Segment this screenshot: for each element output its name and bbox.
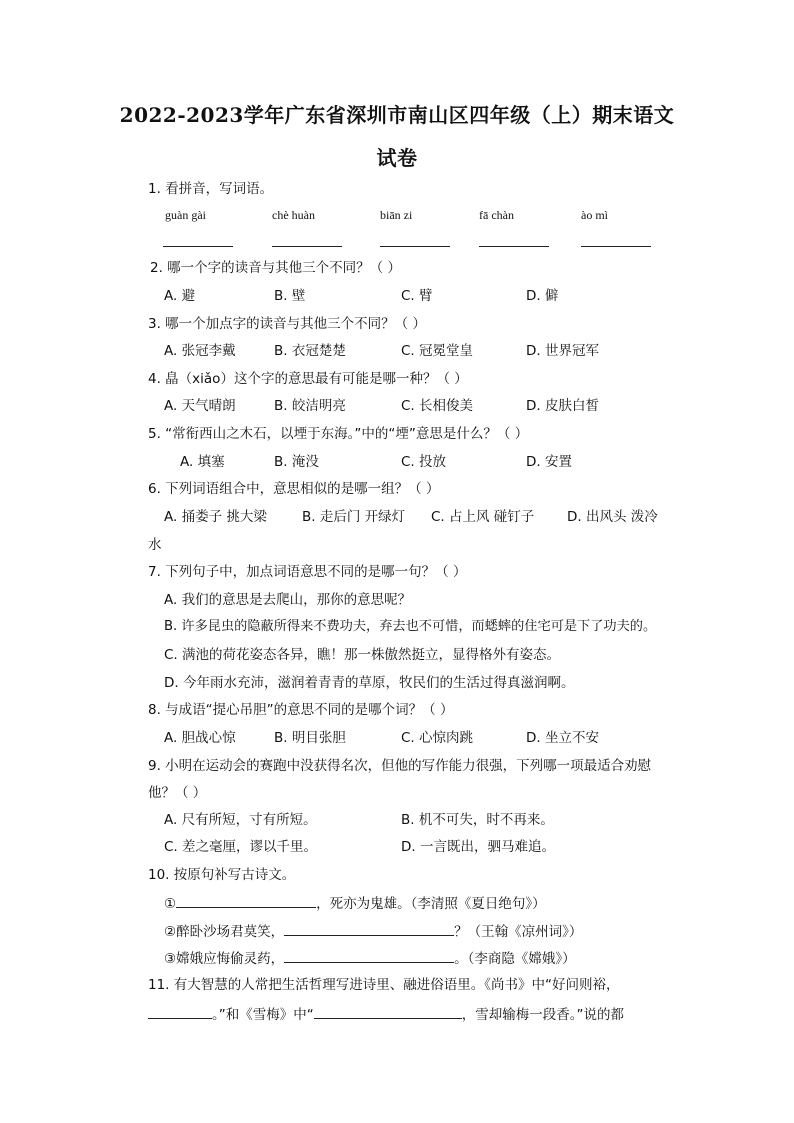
q1-answer-blank-1[interactable] bbox=[163, 246, 233, 247]
q11-line-2 bbox=[148, 1004, 624, 1024]
q10-item-2-blank[interactable] bbox=[284, 921, 454, 936]
q8-option-d[interactable]: D. 坐立不安 bbox=[526, 730, 599, 746]
q8-option-c[interactable]: C. 心惊肉跳 bbox=[401, 730, 474, 746]
q11-blank-2[interactable] bbox=[314, 1004, 462, 1019]
q5-option-c[interactable]: C. 投放 bbox=[401, 454, 447, 470]
q10-item-1-suffix: ，死亦为鬼雄。（李清照《夏日绝句》） bbox=[316, 896, 546, 912]
q3-option-d[interactable]: D. 世界冠军 bbox=[526, 343, 599, 359]
q6-option-b[interactable]: B. 走后门 开绿灯 bbox=[302, 509, 406, 525]
q7-option-c[interactable]: C. 满池的荷花姿态各异，瞧！那一株傲然挺立，显得格外有姿态。 bbox=[164, 647, 561, 663]
q9-stem: 9. 小明在运动会的赛跑中没获得名次，但他的写作能力很强，下列哪一项最适合劝慰 bbox=[148, 758, 652, 774]
q5-option-a[interactable]: A. 填塞 bbox=[180, 454, 225, 470]
q1-stem: 1. 看拼音，写词语。 bbox=[148, 181, 274, 197]
title-line-1: 2022-2023学年广东省深圳市南山区四年级（上）期末语文 bbox=[119, 103, 675, 127]
q9-option-b[interactable]: B. 机不可失，时不再来。 bbox=[401, 812, 554, 828]
q3-option-c[interactable]: C. 冠冕堂皇 bbox=[401, 343, 474, 359]
q10-item-3-suffix: 。（李商隐《嫦娥》） bbox=[454, 951, 576, 967]
q3-option-a[interactable]: A. 张冠李戴 bbox=[164, 343, 236, 359]
q10-item-2-prefix: ②醉卧沙场君莫笑， bbox=[164, 924, 285, 940]
q6-stem: 6. 下列词语组合中，意思相似的是哪一组？（ ） bbox=[148, 481, 440, 497]
q1-answer-blank-4[interactable] bbox=[479, 246, 549, 247]
q4-option-c[interactable]: C. 长相俊美 bbox=[401, 398, 474, 414]
q8-option-a[interactable]: A. 胆战心惊 bbox=[164, 730, 236, 746]
q5-option-b[interactable]: B. 淹没 bbox=[274, 454, 319, 470]
q10-item-3-blank[interactable] bbox=[284, 948, 454, 963]
q8-option-b[interactable]: B. 明目张胆 bbox=[274, 730, 346, 746]
q1-pinyin-1: guàn gài bbox=[165, 208, 206, 222]
q5-stem: 5. “常衔西山之木石，以堙于东海。”中的“堙”意思是什么？（ ） bbox=[148, 426, 529, 442]
q8-stem: 8. 与成语“提心吊胆”的意思不同的是哪个词？（ ） bbox=[148, 702, 454, 718]
q10-item-1-prefix: ① bbox=[164, 896, 177, 912]
q4-option-a[interactable]: A. 天气晴朗 bbox=[164, 398, 236, 414]
q2-option-c[interactable]: C. 臂 bbox=[401, 288, 433, 304]
q1-pinyin-4: fā chàn bbox=[479, 208, 514, 222]
q7-option-a[interactable]: A. 我们的意思是去爬山，那你的意思呢？ bbox=[164, 592, 412, 608]
q7-option-d[interactable]: D. 今年雨水充沛，滋润着青青的草原，牧民们的生活过得真滋润啊。 bbox=[164, 675, 575, 691]
q7-option-b[interactable]: B. 许多昆虫的隐蔽所得来不费功夫，弃去也不可惜，而蟋蟀的住宅可是下了功夫的。 bbox=[164, 619, 657, 634]
q1-pinyin-2: chè huàn bbox=[272, 208, 315, 222]
q9-option-a[interactable]: A. 尺有所短，寸有所短。 bbox=[164, 812, 317, 828]
q6-option-d[interactable]: D. 出风头 泼冷 bbox=[567, 509, 658, 525]
q4-stem: 4. 皛（xiǎo）这个字的意思最有可能是哪一种？（ ） bbox=[148, 371, 468, 387]
q2-option-d[interactable]: D. 僻 bbox=[526, 288, 559, 304]
q1-pinyin-3: biān zi bbox=[380, 208, 413, 222]
q10-item-3-prefix: ③嫦娥应悔偷灵药， bbox=[164, 951, 285, 967]
q9-stem-cont: 他？（ ） bbox=[148, 785, 207, 801]
q10-item-3 bbox=[164, 948, 576, 968]
q5-option-d[interactable]: D. 安置 bbox=[526, 454, 572, 470]
q10-item-1-blank[interactable] bbox=[176, 893, 316, 908]
q3-stem: 3. 哪一个加点字的读音与其他三个不同？（ ） bbox=[148, 316, 426, 332]
q2-stem: 2. 哪一个字的读音与其他三个不同？（ ） bbox=[150, 260, 401, 276]
q2-option-a[interactable]: A. 避 bbox=[164, 288, 196, 304]
q11-line-2-b: ，雪却输梅一段香。”说的都 bbox=[461, 1007, 624, 1023]
q9-option-d[interactable]: D. 一言既出，驷马难追。 bbox=[401, 839, 555, 855]
q2-option-b[interactable]: B. 壁 bbox=[274, 288, 306, 304]
q9-option-c[interactable]: C. 差之毫厘，谬以千里。 bbox=[164, 839, 318, 855]
q6-option-c[interactable]: C. 占上风 碰钉子 bbox=[431, 509, 535, 525]
q11-line-2-a: 。”和《雪梅》中“ bbox=[212, 1007, 314, 1023]
q3-option-b[interactable]: B. 衣冠楚楚 bbox=[274, 343, 346, 359]
q6-option-d-wrap: 水 bbox=[148, 537, 162, 553]
q4-option-b[interactable]: B. 皎洁明亮 bbox=[274, 398, 346, 414]
q10-item-1 bbox=[164, 893, 546, 913]
q11-blank-1[interactable] bbox=[148, 1004, 212, 1019]
q11-line-1: 11. 有大智慧的人常把生活哲理写进诗里、融进俗语里。《尚书》中“好问则裕， bbox=[148, 977, 620, 993]
q1-pinyin-5: ào mì bbox=[581, 208, 608, 222]
q10-item-2-suffix: ？（王翰《凉州词》） bbox=[454, 924, 583, 940]
q10-stem: 10. 按原句补写古诗文。 bbox=[148, 867, 296, 883]
q7-stem: 7. 下列句子中，加点词语意思不同的是哪一句？（ ） bbox=[148, 564, 467, 580]
q1-answer-blank-3[interactable] bbox=[380, 246, 450, 247]
q4-option-d[interactable]: D. 皮肤白皙 bbox=[526, 398, 599, 414]
q10-item-2 bbox=[164, 921, 582, 941]
q6-option-a[interactable]: A. 捅娄子 挑大梁 bbox=[164, 509, 267, 525]
title-line-2: 试卷 bbox=[376, 146, 418, 170]
q1-answer-blank-5[interactable] bbox=[581, 246, 651, 247]
q1-answer-blank-2[interactable] bbox=[272, 246, 342, 247]
